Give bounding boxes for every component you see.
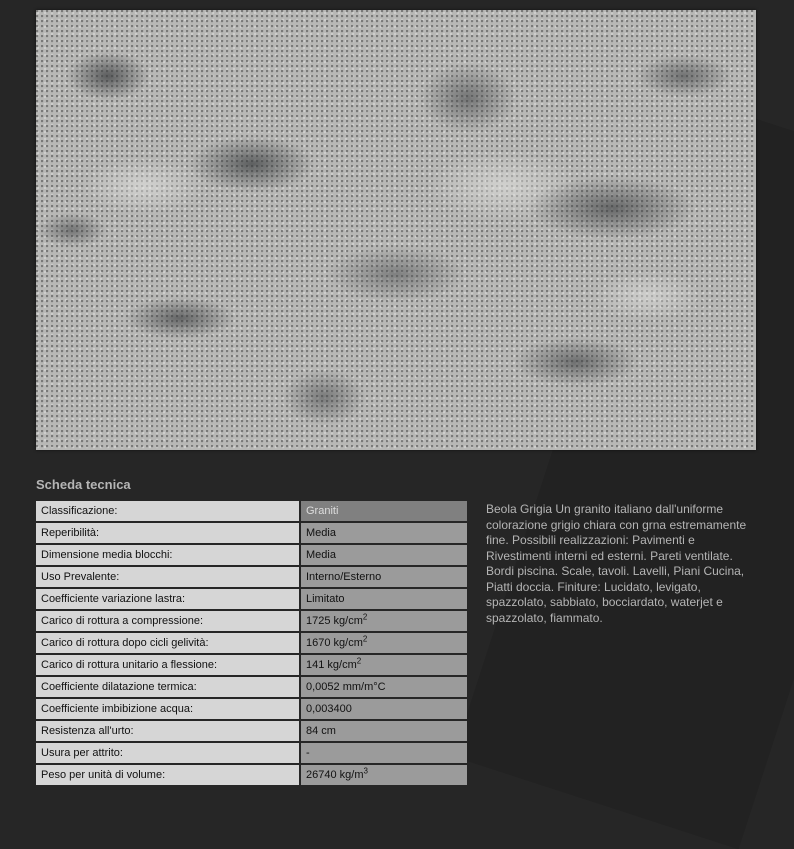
spec-value-text: Interno/Esterno: [306, 571, 382, 583]
table-row: [36, 720, 467, 742]
spec-value-text: -: [306, 747, 310, 759]
table-row: [36, 698, 467, 720]
material-description: Beola Grigia Un granito italiano dall'uniforme colorazione grigio chiara con grna estremamente fine. Possibili realizzazioni: Pavimenti e Rivestimenti interni ed esterni. Pareti ventilate. Bordi piscina. Scale, tavoli. Lavelli, Piani Cucina, Piatti doccia. Finiture: Lucidato, levigato, spazzolato, sabbiato, bocciardato, waterjet e spazzolato, fiammato.: [486, 502, 747, 625]
spec-value-exponent: 3: [363, 766, 368, 776]
specs-table: [36, 501, 467, 787]
table-row: [36, 522, 467, 544]
spec-value: [300, 764, 467, 786]
table-row: [36, 632, 467, 654]
spec-value-exponent: 2: [362, 634, 368, 644]
spec-value-text: Graniti: [306, 505, 339, 517]
table-row: [36, 676, 467, 698]
spec-value: [300, 610, 467, 632]
spec-value: [300, 522, 467, 544]
spec-value-text: 141 kg/cm: [306, 659, 357, 671]
spec-label: Coefficiente variazione lastra:: [36, 588, 300, 610]
spec-label: Uso Prevalente:: [36, 566, 300, 588]
spec-value-text: 1670 kg/cm: [306, 637, 363, 649]
spec-value: [300, 501, 467, 522]
spec-label: Coefficiente imbibizione acqua:: [36, 698, 300, 720]
spec-label: Reperibilità:: [36, 522, 300, 544]
spec-label: Classificazione:: [36, 501, 300, 522]
spec-label: Coefficiente dilatazione termica:: [36, 676, 300, 698]
spec-value: [300, 566, 467, 588]
table-row: [36, 544, 467, 566]
spec-value-text: Media: [306, 549, 336, 561]
spec-label: Carico di rottura dopo cicli gelività:: [36, 632, 300, 654]
spec-value: [300, 632, 467, 654]
spec-value-text: 0,0052 mm/m°C: [306, 681, 386, 693]
spec-value-text: 26740 kg/m: [306, 769, 364, 781]
table-row: [36, 588, 467, 610]
spec-value-text: Limitato: [306, 593, 345, 605]
table-row: [36, 501, 467, 522]
spec-value: [300, 544, 467, 566]
table-row: [36, 764, 467, 786]
table-row: [36, 566, 467, 588]
spec-label: Carico di rottura unitario a flessione:: [36, 654, 300, 676]
spec-value-text: 0,003400: [306, 703, 352, 715]
spec-label: Peso per unità di volume:: [36, 764, 300, 786]
spec-value: [300, 654, 467, 676]
spec-value-text: 1725 kg/cm: [306, 615, 363, 627]
spec-label: Dimensione media blocchi:: [36, 544, 300, 566]
table-row: [36, 610, 467, 632]
spec-value-text: Media: [306, 527, 336, 539]
spec-label: Carico di rottura a compressione:: [36, 610, 300, 632]
table-row: [36, 654, 467, 676]
spec-label: Resistenza all'urto:: [36, 720, 300, 742]
spec-value-text: 84 cm: [306, 725, 336, 737]
granite-sample-image: [36, 10, 756, 450]
spec-value-exponent: 2: [362, 612, 368, 622]
spec-value: [300, 588, 467, 610]
spec-value: [300, 698, 467, 720]
spec-label: Usura per attrito:: [36, 742, 300, 764]
spec-value: [300, 676, 467, 698]
spec-value: [300, 742, 467, 764]
section-title: Scheda tecnica: [36, 477, 131, 492]
spec-value: [300, 720, 467, 742]
table-row: [36, 742, 467, 764]
spec-value-exponent: 2: [356, 656, 362, 666]
